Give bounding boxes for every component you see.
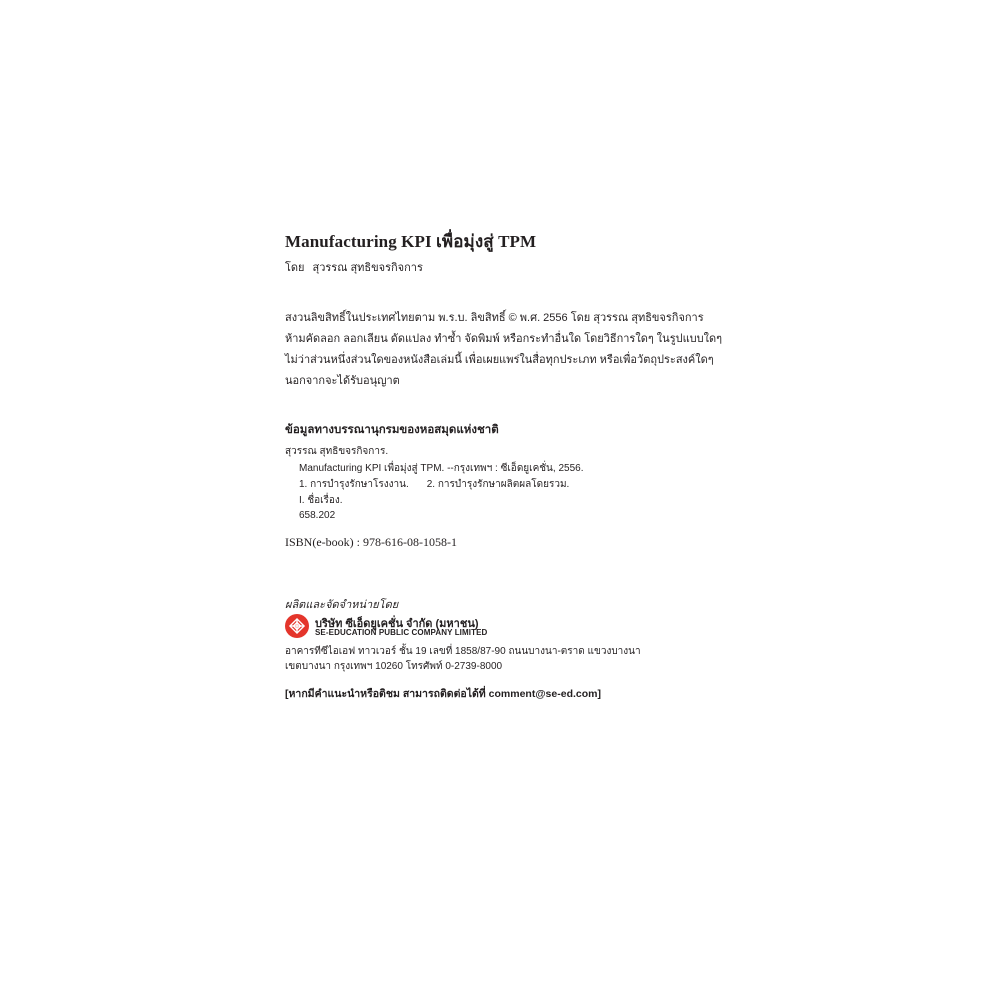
publisher-name-english: SE-EDUCATION PUBLIC COMPANY LIMITED	[315, 628, 488, 637]
book-title: Manufacturing KPI เพื่อมุ่งสู่ TPM	[285, 232, 537, 251]
copyright-notice	[285, 308, 722, 392]
address-line: เขตบางนา กรุงเทพฯ 10260 โทรศัพท์ 0-2739-8000	[285, 661, 503, 672]
cip-heading: ข้อมูลทางบรรณานุกรมของหอสมุดแห่งชาติ	[285, 424, 499, 436]
copyright-line: ห้ามคัดลอก ลอกเลียน ดัดแปลง ทำซ้ำ จัดพิมพ์ หรือกระทำอื่นใด โดยวิธีการใดๆ ในรูปแบบใดๆ	[285, 333, 723, 345]
publisher-logo-icon	[285, 614, 309, 638]
contact-note: [หากมีคำแนะนำหรือติชม สามารถติดต่อได้ที่ comment@se-ed.com]	[285, 688, 601, 700]
cip-title-entry: Manufacturing KPI เพื่อมุ่งสู่ TPM. --กรุงเทพฯ : ซีเอ็ดยูเคชั่น, 2556.	[299, 463, 584, 474]
cip-classification: 658.202	[299, 510, 336, 521]
cip-subject-1: 1. การบำรุงรักษาโรงงาน.	[299, 479, 409, 490]
byline	[285, 258, 423, 276]
produced-by-label: ผลิตและจัดจำหน่ายโดย	[285, 599, 399, 611]
publisher-name-thai: บริษัท ซีเอ็ดยูเคชั่น จำกัด (มหาชน)	[315, 618, 479, 630]
by-label: โดย	[285, 262, 305, 274]
cip-author-entry: สุวรรณ สุทธิขจรกิจการ.	[285, 446, 389, 457]
copyright-line: ไม่ว่าส่วนหนึ่งส่วนใดของหนังสือเล่มนี้ เพื่อเผยแพร่ในสื่อทุกประเภท หรือเพื่อวัตถุประสงค์ใดๆ	[285, 354, 714, 366]
author-name: สุวรรณ สุทธิขจรกิจการ	[312, 262, 423, 274]
cip-subjects	[299, 477, 569, 492]
copyright-line: นอกจากจะได้รับอนุญาต	[285, 375, 400, 387]
cip-subject-2: 2. การบำรุงรักษาผลิตผลโดยรวม.	[426, 479, 570, 490]
publisher-block	[285, 614, 585, 640]
publisher-address	[285, 644, 641, 674]
copyright-line: สงวนลิขสิทธิ์ในประเทศไทยตาม พ.ร.บ. ลิขสิทธิ์ © พ.ศ. 2556 โดย สุวรรณ สุทธิขจรกิจการ	[285, 312, 704, 324]
address-line: อาคารทีซีไอเอฟ ทาวเวอร์ ชั้น 19 เลขที่ 1858/87-90 ถนนบางนา-ตราด แขวงบางนา	[285, 646, 641, 657]
isbn: ISBN(e-book) : 978-616-08-1058-1	[285, 535, 457, 549]
copyright-page	[285, 0, 745, 1000]
cip-title-added: I. ชื่อเรื่อง.	[299, 495, 343, 506]
